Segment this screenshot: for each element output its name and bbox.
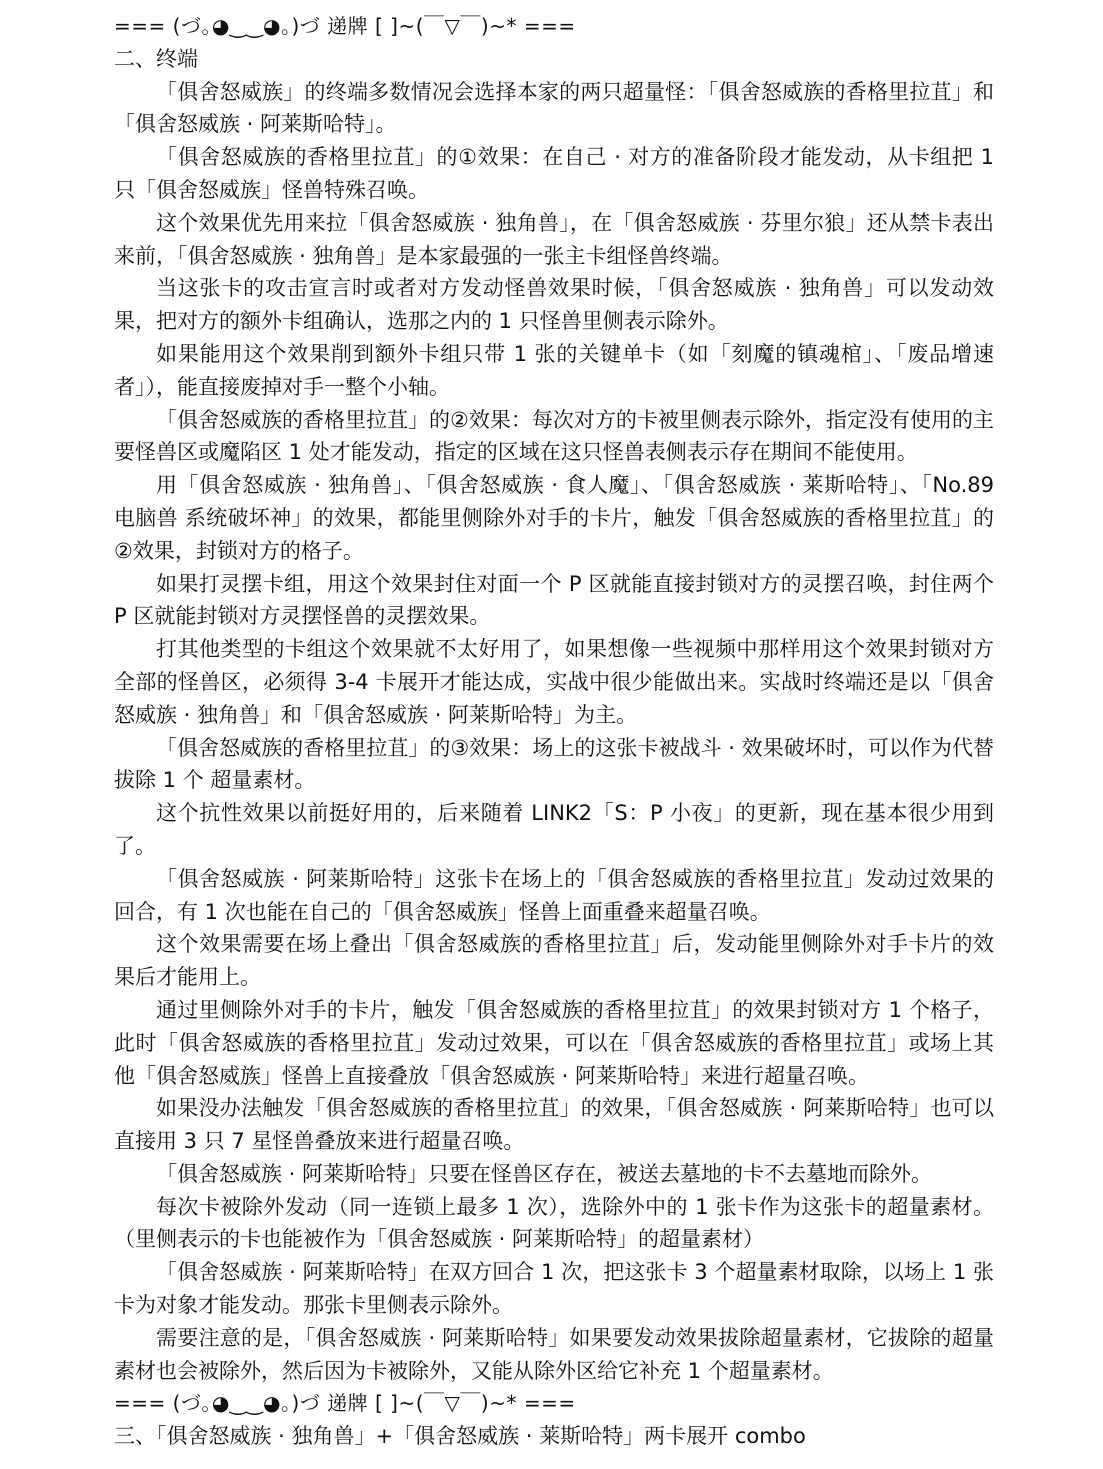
paragraph: 当这张卡的攻击宣言时或者对方发动怪兽效果时候，「俱舍怒威族 · 独角兽」可以发动效果，把对方的额外卡组确认，选那之内的 1 只怪兽里侧表示除外。 bbox=[114, 276, 994, 334]
paragraph: 用「俱舍怒威族 · 独角兽」、「俱舍怒威族 · 食人魔」、「俱舍怒威族 · 莱斯哈特」、「No.89 电脑兽 系统破坏神」的效果，都能里侧除外对手的卡片，触发「俱舍怒威族的香格里拉苴」的②效果，封锁对方的格子。 bbox=[114, 473, 994, 563]
article-body bbox=[114, 10, 994, 1453]
paragraph: 「俱舍怒威族」的终端多数情况会选择本家的两只超量怪：「俱舍怒威族的香格里拉苴」和「俱舍怒威族 · 阿莱斯哈特」。 bbox=[114, 79, 994, 137]
paragraph: 如果打灵摆卡组，用这个效果封住对面一个 P 区就能直接封锁对方的灵摆召唤，封住两个 P 区就能封锁对方灵摆怪兽的灵摆效果。 bbox=[114, 571, 994, 629]
paragraph: 「俱舍怒威族的香格里拉苴」的②效果：每次对方的卡被里侧表示除外，指定没有使用的主要怪兽区或魔陷区 1 处才能发动，指定的区域在这只怪兽表侧表示存在期间不能使用。 bbox=[114, 407, 994, 465]
paragraph: 每次卡被除外发动（同一连锁上最多 1 次），选除外中的 1 张卡作为这张卡的超量素材。（里侧表示的卡也能被作为「俱舍怒威族 · 阿莱斯哈特」的超量素材） bbox=[114, 1194, 994, 1252]
paragraph: 如果能用这个效果削到额外卡组只带 1 张的关键单卡（如「刻魔的镇魂棺」、「废品增速者」），能直接废掉对手一整个小轴。 bbox=[114, 341, 994, 399]
paragraph: 通过里侧除外对手的卡片，触发「俱舍怒威族的香格里拉苴」的效果封锁对方 1 个格子，此时「俱舍怒威族的香格里拉苴」发动过效果，可以在「俱舍怒威族的香格里拉苴」或场上其他「俱舍怒威族」怪兽上直接叠放「俱舍怒威族 · 阿莱斯哈特」来进行超量召唤。 bbox=[114, 997, 994, 1088]
paragraph: 如果没办法触发「俱舍怒威族的香格里拉苴」的效果，「俱舍怒威族 · 阿莱斯哈特」也可以直接用 3 只 7 星怪兽叠放来进行超量召唤。 bbox=[114, 1096, 994, 1154]
divider-bottom: === (づ｡◕‿‿◕｡)づ 递牌 [ ]~(￣▽￣)~* === bbox=[114, 1391, 576, 1416]
paragraph: 这个抗性效果以前挺好用的，后来随着 LINK2「S：P 小夜」的更新，现在基本很少用到了。 bbox=[114, 801, 994, 858]
section-three-title: 三、「俱舍怒威族 · 独角兽」+「俱舍怒威族 · 莱斯哈特」两卡展开 combo bbox=[114, 1424, 806, 1449]
divider-top: === (づ｡◕‿‿◕｡)づ 递牌 [ ]~(￣▽￣)~* === bbox=[114, 14, 576, 38]
paragraph: 打其他类型的卡组这个效果就不太好用了，如果想像一些视频中那样用这个效果封锁对方全部的怪兽区，必须得 3-4 卡展开才能达成，实战中很少能做出来。实战时终端还是以「俱舍怒威族 · 独角兽」和「俱舍怒威族 · 阿莱斯哈特」为主。 bbox=[114, 637, 994, 727]
paragraph: 「俱舍怒威族 · 阿莱斯哈特」在双方回合 1 次，把这张卡 3 个超量素材取除，以场上 1 张卡为对象才能发动。那张卡里侧表示除外。 bbox=[114, 1260, 994, 1318]
paragraph: 需要注意的是，「俱舍怒威族 · 阿莱斯哈特」如果要发动效果拔除超量素材，它拔除的超量素材也会被除外，然后因为卡被除外，又能从除外区给它补充 1 个超量素材。 bbox=[114, 1325, 994, 1383]
section-two-title: 二、终端 bbox=[114, 46, 198, 71]
paragraph: 「俱舍怒威族 · 阿莱斯哈特」只要在怪兽区存在，被送去墓地的卡不去墓地而除外。 bbox=[156, 1161, 933, 1186]
paragraph: 「俱舍怒威族的香格里拉苴」的③效果：场上的这张卡被战斗 · 效果破坏时，可以作为代替拔除 1 个 超量素材。 bbox=[114, 735, 994, 793]
paragraph: 「俱舍怒威族 · 阿莱斯哈特」这张卡在场上的「俱舍怒威族的香格里拉苴」发动过效果的回合，有 1 次也能在自己的「俱舍怒威族」怪兽上面重叠来超量召唤。 bbox=[114, 866, 994, 924]
paragraph: 这个效果优先用来拉「俱舍怒威族 · 独角兽」，在「俱舍怒威族 · 芬里尔狼」还从禁卡表出来前，「俱舍怒威族 · 独角兽」是本家最强的一张主卡组怪兽终端。 bbox=[114, 210, 994, 268]
paragraph: 「俱舍怒威族的香格里拉苴」的①效果：在自己 · 对方的准备阶段才能发动，从卡组把 1 只「俱舍怒威族」怪兽特殊召唤。 bbox=[114, 145, 994, 202]
paragraph: 这个效果需要在场上叠出「俱舍怒威族的香格里拉苴」后，发动能里侧除外对手卡片的效果后才能用上。 bbox=[114, 932, 994, 990]
